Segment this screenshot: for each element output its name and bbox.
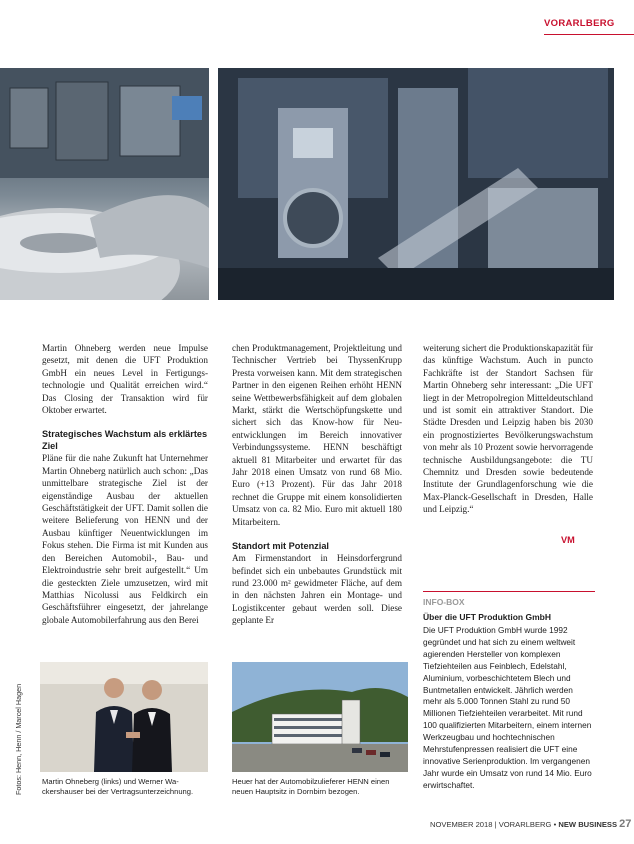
subheading-location: Standort mit Potenzial <box>232 541 329 552</box>
caption-contract-signing: Martin Ohneberg (links) und Werner Wackershauser bei der Vertragsunterzeichnung. <box>42 777 194 797</box>
page-footer <box>430 818 632 830</box>
body-paragraph: Pläne für die nahe Zukunft hat Unternehmer Martin Ohneberg natürlich auch schon: „Das unmittelbare strategische Ziel ist der eigenständige Ausbau der aktuellen Geschäftstätigkeit der UFT. Damit sollen die weitere Belieferung von HENN und der Ausbau künftiger Neuentwicklungen im Fokus stehen. Die Firma ist mit Kunden aus den Bereichen Automobil-, Bau- und Elektroindustrie sehr breit aufgestellt.“ Um die gesteckten Ziele umzusetzen, wird mit Matthias Nicolussi aus Feldkirch ein Geschäftsführer eingesetzt, der jahrelange globale Automobilerfahrung aus den Berei <box>42 453 208 625</box>
page-number: 27 <box>619 818 632 830</box>
photo-machine-roll <box>0 68 209 300</box>
photo-contract-signing <box>40 662 208 772</box>
caption-headquarters: Heuer hat der Automobilzulieferer HENN einen neuen Hauptsitz in Dornbirn bezogen. <box>232 777 390 797</box>
infobox-label: INFO-BOX <box>423 597 465 607</box>
footer-bullet: • <box>553 820 557 829</box>
author-signature: VM <box>561 535 575 545</box>
photo-henn-headquarters <box>232 662 408 772</box>
infobox-rule <box>423 591 595 592</box>
infobox-body: Die UFT Produktion GmbH wurde 1992 gegründet und hat sich zu einem weltweit agierenden Hersteller von komplexen Tiefziehteilen aus Feinblech, Edelstahl, Aluminium, vorbeschichtetem Blech und Buntmetallen entwickelt. Jährlich werden mehr als 5.000 Tonnen Stahl zu rund 50 Millionen Tiefziehteilen verarbeitet. Mit rund 100 qualifizierten Mitarbeitern, einem internen Werkzeugbau und hochtechnischen Mehrstufenpressen realisiert die UFT eine innovative Serienproduktion. Im vergangenen Jahr wurde ein Umsatz von rund 14 Mio. Euro erwirtschaftet. <box>423 625 592 790</box>
photo-machine-roll-art <box>0 68 209 300</box>
footer-separator: | <box>494 820 497 829</box>
footer-date: NOVEMBER 2018 <box>430 820 493 829</box>
section-tag <box>544 18 634 40</box>
section-rule <box>544 34 634 35</box>
photo-credit: Fotos: Henn, Henn / Marcel Hagen <box>14 683 23 795</box>
footer-brand: NEW BUSINESS <box>558 820 618 829</box>
photo-contract-signing-art <box>40 662 208 772</box>
body-paragraph: chen Produktmanagement, Projektleitung und Technischer Vertrieb bei ThyssenKrupp Presta vorweisen kann. Mit dem strategischen Partner in den eigenen Reihen erhöht HENN seine Wettbewerbsfähigkeit auf dem globalen Markt, stärkt die Wertschöpfungskette und sichert sich das Know-how für Neuentwicklungen im Bereich innovativer Verbindungssysteme. HENN beschäftigt aktuell 81 Mitarbeiter und erwartet für das Jahr 2018 einen Umsatz von rund 68 Mio. Euro (+13 Prozent). Für das Jahr 2018 rechnet die Gruppe mit einem konsolidierten Umsatz von ca. 82 Mio. Euro mit aktuell 180 Mitarbeitern. <box>232 343 402 527</box>
body-paragraph: weiterung sichert die Produktionskapazität für das künftige Wachstum. Auch in puncto Fachkräfte ist der Standort Sachsen für Martin Ohneberg sehr interessant: „Die UFT liegt in der Metropolregion Mitteldeutschland und ist somit ein attraktiver Standort. Die Städte Dresden und Leipzig haben bis 2030 ein prognostiziertes Bevölkerungswachstum von mehr als 10 Prozent sowie hervorragende technische Ausbildungsangebote: die TU Chemnitz und Dresden sowie bedeutende Institute der Grundlagenforschung wie die Max-Planck-Gesellschaft in Dresden, Halle und Leipzig.“ <box>423 343 593 515</box>
body-paragraph: Am Firmenstandort in Heinsdorfergrund befindet sich ein unbebautes Grundstück mit rund 23.000 m² gewidmeter Fläche, auf dem in den nächsten Jahren ein Montage- und Logistikcenter gebaut werden soll. Diese geplante Er <box>232 553 402 626</box>
photo-henn-headquarters-art <box>232 662 408 772</box>
infobox-title: Über die UFT Produktion GmbH <box>423 612 551 622</box>
photo-press-machine-art <box>218 68 614 300</box>
body-paragraph: Martin Ohneberg werden neue Impulse gesetzt, mit denen die UFT Produktion GmbH ein neues Level in Fertigungstechnologie und Qualität erreichen wird.“ Das Closing der Transaktion wird für Oktober erwartet. <box>42 343 208 416</box>
text-column-3 <box>423 342 593 516</box>
text-column-2 <box>232 342 402 627</box>
section-label: VORARLBERG <box>544 18 615 29</box>
text-column-1 <box>42 342 208 626</box>
subheading-strategic-growth: Strategisches Wachstum als erklärtes Ziel <box>42 429 208 452</box>
footer-region: VORARLBERG <box>498 820 552 829</box>
photo-press-machine <box>218 68 614 300</box>
